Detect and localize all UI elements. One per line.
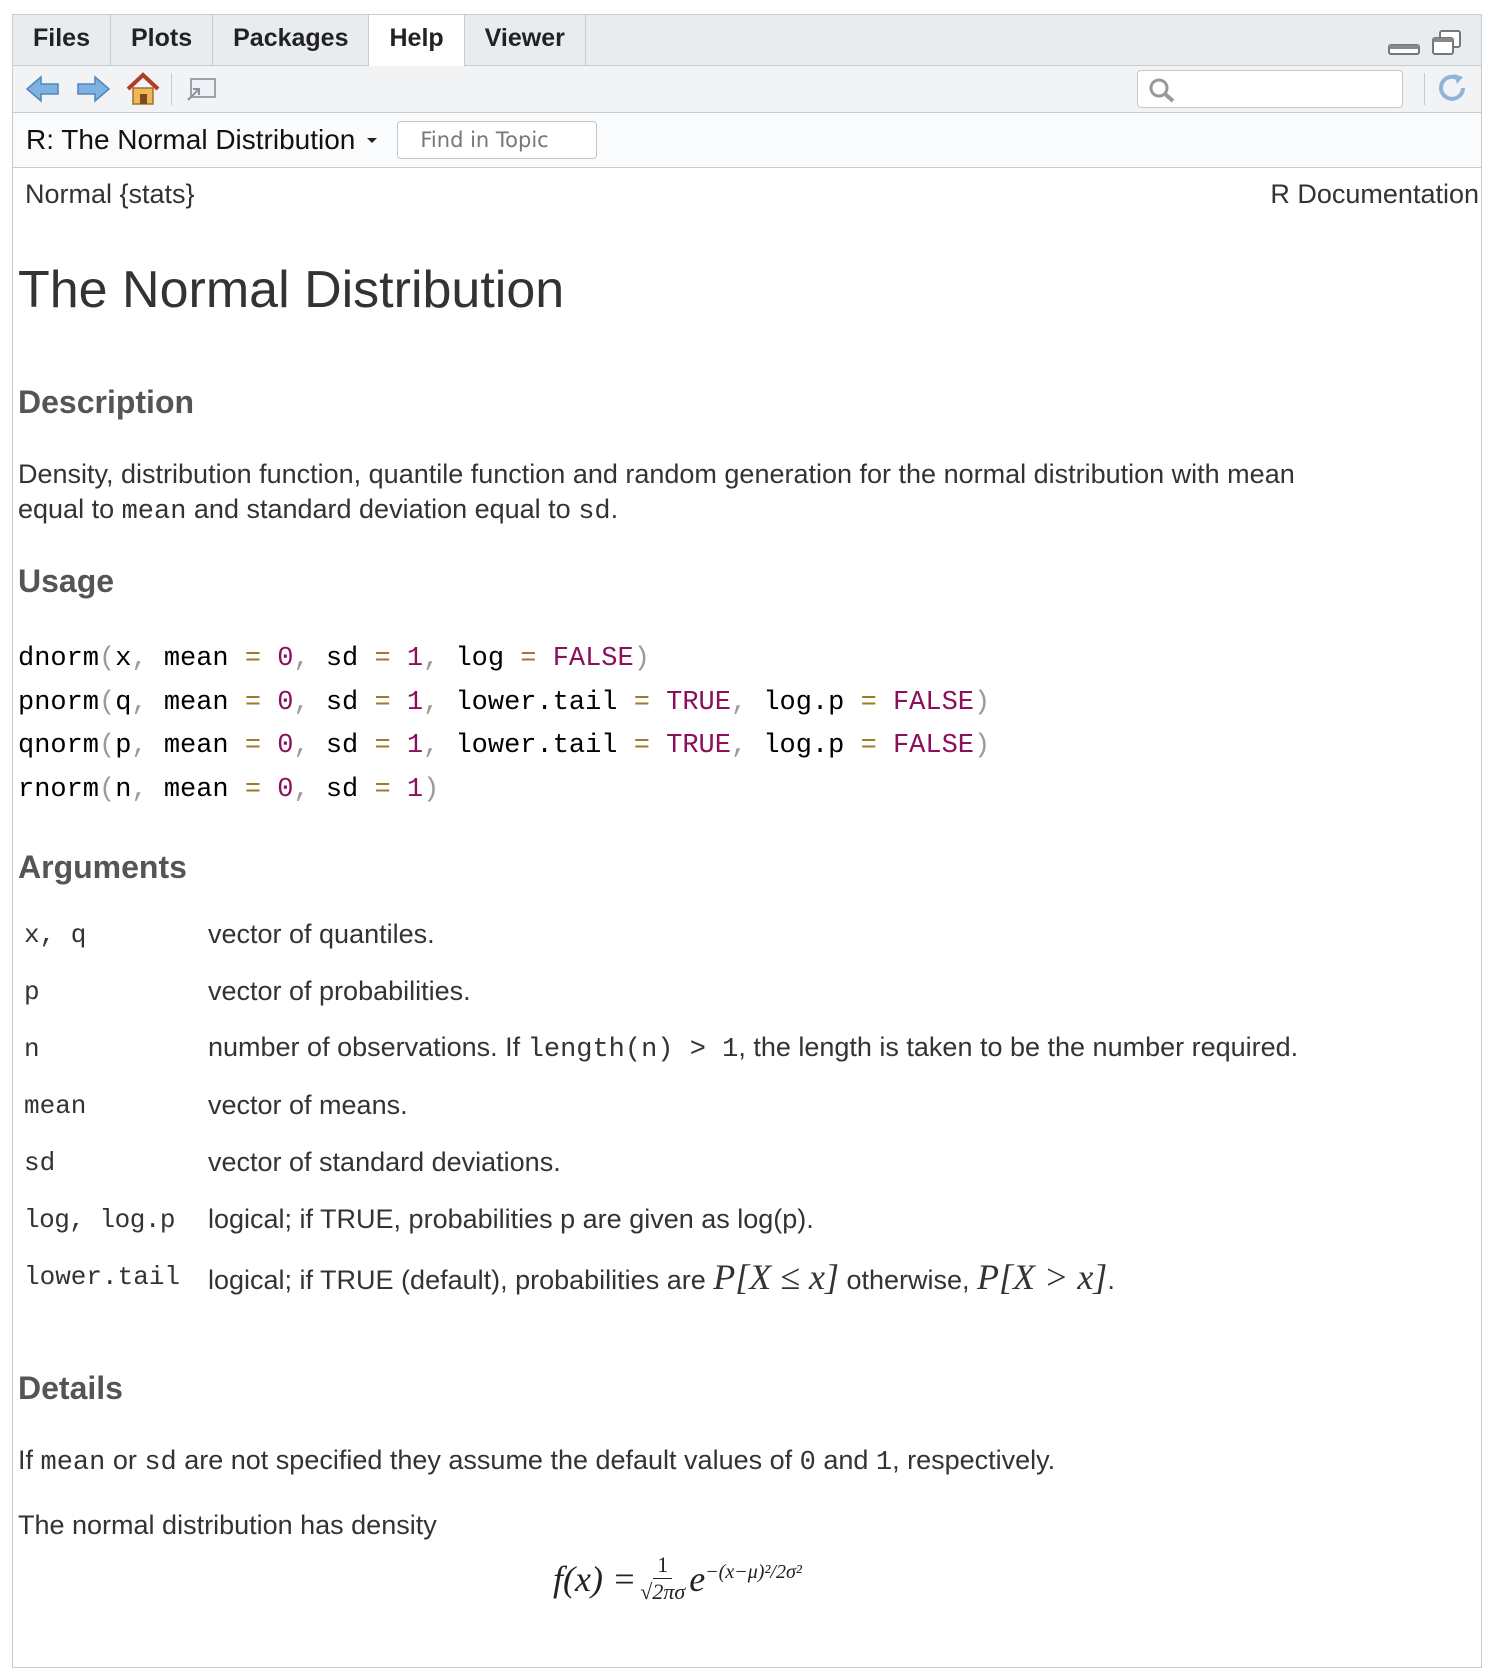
argument-name: mean — [24, 1090, 87, 1121]
argument-desc: vector of quantiles. — [208, 919, 435, 949]
details-density-text: The normal distribution has density — [18, 1510, 437, 1540]
usage-heading: Usage — [18, 563, 115, 599]
tab-bar — [13, 15, 1481, 66]
page-title: The Normal Distribution — [18, 261, 565, 319]
tab-plots[interactable]: Plots — [111, 15, 213, 65]
argument-row — [24, 906, 1298, 963]
description-line: Density, distribution function, quantile function and random generation for the normal distribution with mean — [18, 459, 1295, 489]
usage-line: pnorm(q, mean = 0, sd = 1, lower.tail = TRUE, log.p = FALSE) — [18, 687, 991, 718]
arrow-right-icon — [75, 74, 111, 104]
package-label: Normal {stats} — [25, 179, 195, 209]
usage-line: rnorm(n, mean = 0, sd = 1) — [18, 774, 440, 805]
argument-row — [24, 963, 1298, 1020]
doc-header — [17, 154, 1484, 224]
argument-row — [24, 1191, 1298, 1248]
argument-name: n — [24, 1033, 40, 1064]
tab-help[interactable]: Help — [369, 15, 464, 66]
argument-desc: logical; if TRUE (default), probabilities are P[X ≤ x] otherwise, P[X > x]. — [208, 1256, 1115, 1297]
description-line: equal to mean and standard deviation equal to sd. — [18, 494, 619, 527]
description-heading: Description — [18, 384, 195, 420]
argument-row — [24, 1020, 1298, 1077]
forward-button[interactable] — [73, 69, 113, 109]
argument-row — [24, 1134, 1298, 1191]
refresh-button[interactable] — [1435, 71, 1469, 110]
minimize-icon[interactable] — [1387, 37, 1421, 62]
argument-name: log, log.p — [24, 1204, 176, 1235]
details-heading: Details — [18, 1370, 123, 1406]
argument-name: x, q — [24, 919, 87, 950]
help-search-input[interactable] — [1137, 70, 1403, 108]
back-button[interactable] — [23, 69, 63, 109]
arguments-heading: Arguments — [18, 849, 187, 885]
chevron-down-icon — [365, 135, 379, 145]
search-icon — [1148, 77, 1176, 108]
arrow-left-icon — [25, 74, 61, 104]
argument-name: sd — [24, 1147, 56, 1178]
argument-name: lower.tail — [24, 1261, 181, 1292]
usage-code — [18, 638, 990, 812]
argument-desc: vector of standard deviations. — [208, 1147, 561, 1177]
density-formula — [553, 1552, 802, 1605]
popout-icon — [185, 75, 219, 103]
refresh-icon — [1435, 71, 1469, 105]
formula-denominator: √2πσ — [640, 1579, 686, 1604]
formula-lhs: f(x) = — [553, 1558, 637, 1599]
show-in-new-window-button[interactable] — [182, 69, 222, 109]
tab-viewer[interactable]: Viewer — [465, 15, 586, 65]
tab-files[interactable]: Files — [13, 15, 111, 65]
formula-numerator: 1 — [653, 1552, 672, 1579]
argument-row — [24, 1248, 1298, 1305]
formula-base: e — [689, 1558, 706, 1599]
tab-packages[interactable]: Packages — [213, 15, 369, 65]
argument-desc: number of observations. If length(n) > 1, the length is taken to be the number required. — [208, 1032, 1299, 1065]
argument-name: p — [24, 976, 40, 1007]
arguments-table — [24, 906, 1298, 1305]
find-in-topic-input[interactable]: Find in Topic — [397, 121, 597, 159]
help-content — [17, 154, 1484, 224]
doc-label: R Documentation — [1270, 179, 1479, 209]
description-text — [18, 457, 1458, 530]
formula-fraction — [640, 1552, 685, 1605]
help-toolbar — [13, 66, 1481, 113]
home-button[interactable] — [123, 69, 163, 109]
toolbar-divider — [1424, 73, 1425, 105]
usage-line: qnorm(p, mean = 0, sd = 1, lower.tail = TRUE, log.p = FALSE) — [18, 731, 991, 761]
details-text: If mean or sd are not specified they assume the default values of 0 and 1, respectively. — [18, 1445, 1056, 1478]
maximize-icon[interactable] — [1431, 29, 1463, 62]
toolbar-divider — [171, 73, 172, 105]
argument-desc: vector of probabilities. — [208, 976, 471, 1006]
argument-desc: logical; if TRUE, probabilities p are given as log(p). — [208, 1204, 814, 1234]
topic-dropdown[interactable] — [26, 124, 379, 156]
formula-exponent: −(x−μ)²/2σ² — [705, 1561, 802, 1583]
home-icon — [125, 72, 161, 106]
usage-line: dnorm(x, mean = 0, sd = 1, log = FALSE) — [18, 644, 650, 674]
argument-row — [24, 1077, 1298, 1134]
topic-title: R: The Normal Distribution — [26, 124, 356, 155]
argument-desc: vector of means. — [208, 1090, 408, 1120]
